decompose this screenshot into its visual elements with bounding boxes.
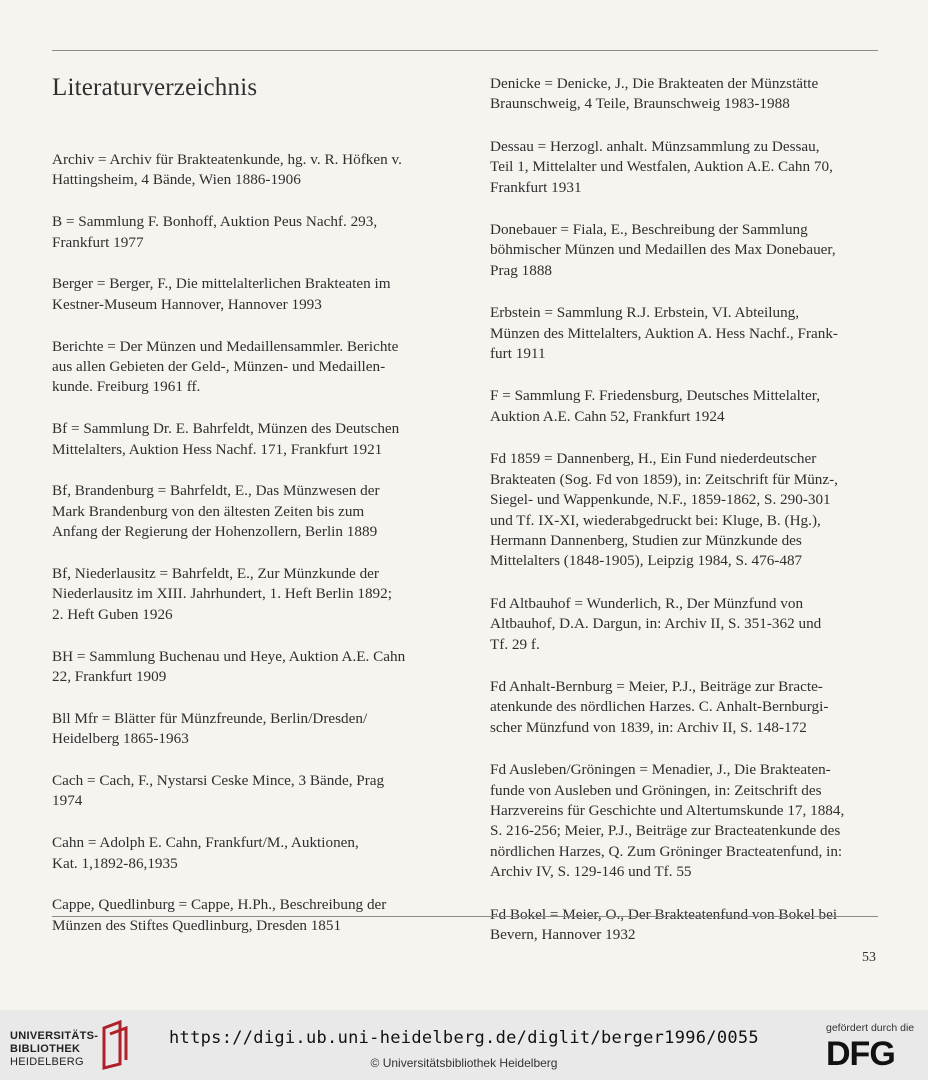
bibliography-entry: Fd Bokel = Meier, O., Der Brakteatenfund von Bokel bei Bevern, Hannover 1932 — [490, 905, 838, 943]
bibliography-entry: Erbstein = Sammlung R.J. Erbstein, VI. Abteilung, Münzen des Mittelalters, Auktion A. Hess Nachf., Frank- furt 1911 — [490, 304, 838, 363]
bibliography-entry: Archiv = Archiv für Brakteatenkunde, hg. v. R. Höfken v. Hattingsheim, 4 Bände, Wien 1886-1906 — [52, 151, 402, 189]
library-name-line: UNIVERSITÄTS- — [10, 1030, 99, 1042]
bibliography-entry: Fd Altbauhof = Wunderlich, R., Der Münzfund von Altbauhof, D.A. Dargun, in: Archiv II, S. 351-362 und Tf. 29 f. — [490, 594, 822, 653]
bibliography-entry: Fd Anhalt-Bernburg = Meier, P.J., Beiträge zur Bracte- atenkunde des nördlichen Harzes. C. Anhalt-Bernburgi- scher Münzfund von 1839, in: Archiv II, S. 148-172 — [490, 677, 829, 736]
bibliography-entry: BH = Sammlung Buchenau und Heye, Auktion A.E. Cahn 22, Frankfurt 1909 — [52, 647, 406, 686]
page-title: Literaturverzeichnis — [52, 74, 258, 101]
bibliography-entry: Bf, Brandenburg = Bahrfeldt, E., Das Münzwesen der Mark Brandenburg von den ältesten Zeiten bis zum Anfang der Regierung der Hohenzollern, Berlin 1889 — [52, 482, 380, 541]
library-name-line: BIBLIOTHEK — [10, 1043, 81, 1055]
bibliography-entry: Fd Ausleben/Gröningen = Menadier, J., Die Brakteaten- funde von Ausleben und Gröningen, in: Zeitschrift des Harzvereins für Geschichte und Altertumskunde 17, 1884, S. 216-256; Meier, P.J., Beiträge zur Bracteatenkunde des nördlichen Harzes, Q. Zum Gröninger Bracteatenfund, in: Archiv IV, S. 129-146 und Tf. 55 — [490, 761, 845, 881]
bibliography-entry: Bf = Sammlung Dr. E. Bahrfeldt, Münzen des Deutschen Mittelalters, Auktion Hess Nachf. 171, Frankfurt 1921 — [52, 420, 400, 458]
bibliography-entry: B = Sammlung F. Bonhoff, Auktion Peus Nachf. 293, Frankfurt 1977 — [52, 213, 378, 251]
bottom-rule — [52, 916, 878, 917]
bibliography-entry: Bf, Niederlausitz = Bahrfeldt, E., Zur Münzkunde der Niederlausitz im XIII. Jahrhundert, 1. Heft Berlin 1892; 2. Heft Guben 1926 — [52, 565, 392, 623]
bibliography-entry: Cappe, Quedlinburg = Cappe, H.Ph., Beschreibung der Münzen des Stiftes Quedlinburg, Dresden 1851 — [52, 896, 387, 934]
bibliography-entry: Denicke = Denicke, J., Die Brakteaten der Münzstätte Braunschweig, 4 Teile, Braunschweig 1983-1988 — [490, 75, 819, 113]
bibliography-entry: Berichte = Der Münzen und Medaillensammler. Berichte aus allen Gebieten der Geld-, Münzen- und Medaillen- kunde. Freiburg 1961 ff. — [52, 337, 399, 396]
bibliography-entry: Fd 1859 = Dannenberg, H., Ein Fund niederdeutscher Brakteaten (Sog. Fd von 1859), in: Zeitschrift für Münz-, Siegel- und Wappenkunde, N.F., 1859-1862, S. 290-301 und Tf. IX-XI, wiederabgedruckt bei: Kluge, B. (Hg.), Hermann Dannenberg, Studien zur Münzkunde des Mittelalters (1848-1905), Leipzig 1984, S. 476-487 — [490, 450, 838, 570]
top-rule — [52, 50, 878, 51]
bibliography-entry: Cach = Cach, F., Nystarsi Ceske Mince, 3 Bände, Prag 1974 — [52, 772, 385, 810]
bibliography-entry: Dessau = Herzogl. anhalt. Münzsammlung zu Dessau, Teil 1, Mittelalter und Westfalen, Auktion A.E. Cahn 70, Frankfurt 1931 — [490, 137, 833, 196]
page-number: 53 — [862, 950, 876, 965]
bibliography-entry: Cahn = Adolph E. Cahn, Frankfurt/M., Auktionen, Kat. 1,1892-86,1935 — [52, 834, 359, 872]
dfg-logo[interactable]: DFG — [826, 1035, 895, 1073]
bibliography-entry: F = Sammlung F. Friedensburg, Deutsches Mittelalter, Auktion A.E. Cahn 52, Frankfurt 1924 — [490, 387, 821, 425]
funding-label: gefördert durch die — [826, 1022, 915, 1034]
copyright-notice: © Universitätsbibliothek Heidelberg — [370, 1056, 558, 1070]
bibliography-entry: Bll Mfr = Blätter für Münzfreunde, Berlin/Dresden/ Heidelberg 1865-1963 — [52, 709, 368, 748]
bibliography-entry: Berger = Berger, F., Die mittelalterlichen Brakteaten im Kestner-Museum Hannover, Hannover 1993 — [52, 275, 391, 313]
library-name-line: HEIDELBERG — [10, 1056, 84, 1068]
footer-bar — [0, 1010, 928, 1080]
bibliography-entry: Donebauer = Fiala, E., Beschreibung der Sammlung böhmischer Münzen und Medaillen des Max Donebauer, Prag 1888 — [490, 221, 836, 279]
permalink-url[interactable]: https://digi.ub.uni-heidelberg.de/diglit/berger1996/0055 — [169, 1028, 759, 1048]
right-column — [490, 74, 882, 967]
left-column — [52, 74, 424, 958]
